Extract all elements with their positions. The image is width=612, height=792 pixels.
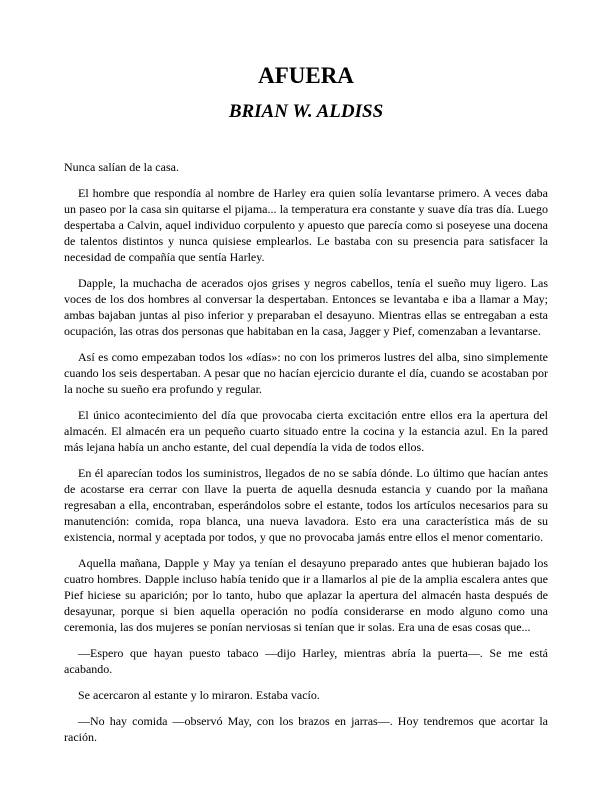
story-author: BRIAN W. ALDISS — [228, 101, 384, 122]
paragraph: Dapple, la muchacha de acerados ojos grises y negros cabellos, tenía el sueño muy ligero. Las voces de los dos hombres al conversar la despertaban. Entonces se levantaba e iba a llamar a May; ambas bajaban juntas al piso inferior y preparaban el desayuno. Mientras ellas se entregaban a esta ocupación, las otras dos personas que habitaban en la casa, Jagger y Pief, comenzaban a levantarse. — [64, 276, 548, 338]
paragraph: El hombre que respondía al nombre de Harley era quien solía levantarse primero. A veces daba un paseo por la casa sin quitarse el pijama... la temperatura era constante y suave día tras día. Luego despertaba a Calvin, aquel individuo corpulento y apuesto que parecía como si poseyese una docena de talentos distintos y nunca quisiese emplearlos. Le bastaba con su presencia para satisfacer la necesidad de compañía que sentía Harley. — [64, 186, 548, 264]
paragraph: Se acercaron al estante y lo miraron. Estaba vacío. — [78, 688, 320, 702]
story-title: AFUERA — [258, 63, 354, 88]
paragraph: Aquella mañana, Dapple y May ya tenían el desayuno preparado antes que hubieran bajado los cuatro hombres. Dapple incluso había tenido que ir a llamarlos al pie de la amplia escalera antes que Pief hiciese su aparición; por lo tanto, hubo que aplazar la apertura del almacén hasta después de desayunar, porque si bien aquella operación no podía considerarse en modo alguno como una ceremonia, las dos mujeres se ponían nerviosas si tenían que ir solas. Era una de esas cosas que... — [64, 556, 548, 634]
paragraph: —Espero que hayan puesto tabaco —dijo Harley, mientras abría la puerta—. Se me está acabando. — [64, 646, 548, 676]
paragraph: —No hay comida —observó May, con los brazos en jarras—. Hoy tendremos que acortar la ración. — [64, 714, 548, 744]
paragraph: Así es como empezaban todos los «días»: no con los primeros lustres del alba, sino simplemente cuando los seis despertaban. A pesar que no hacían ejercicio durante el día, cuando se acostaban por la noche su sueño era profundo y regular. — [64, 350, 548, 396]
story-body — [64, 159, 548, 755]
paragraph: El único acontecimiento del día que provocaba cierta excitación entre ellos era la apertura del almacén. El almacén era un pequeño cuarto situado entre la cocina y la estancia azul. En la pared más lejana había un ancho estante, del cual dependía la vida de todos ellos. — [64, 408, 548, 454]
paragraph: En él aparecían todos los suministros, llegados de no se sabía dónde. Lo último que hacían antes de acostarse era cerrar con llave la puerta de aquella desnuda estancia y cuando por la mañana regresaban a ella, encontraban, esperándolos sobre el estante, todos los artículos necesarios para su manutención: comida, ropa blanca, una nueva lavadora. Esto era una característica más de su existencia, normal y aceptada por todos, y que no provocaba jamás entre ellos el menor comentario. — [64, 466, 548, 544]
paragraph: Nunca salían de la casa. — [64, 160, 179, 174]
